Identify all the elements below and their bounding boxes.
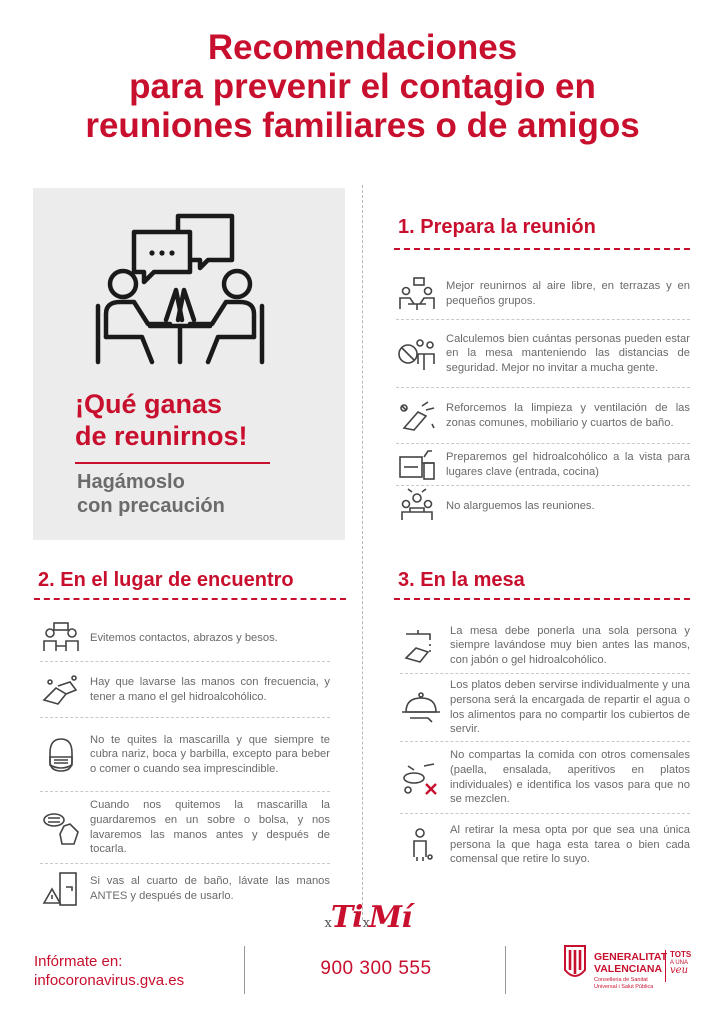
no-sharing-food-icon (400, 760, 442, 796)
tap-wash-icon (400, 628, 442, 664)
hero-panel (33, 188, 345, 540)
section1-list (396, 268, 690, 526)
section1-title: 1. Prepara la reunión (398, 216, 596, 238)
info-label: Infórmate en: (34, 953, 123, 970)
hero-headline-line1: ¡Qué ganas (75, 389, 223, 419)
title-line-3: reuniones familiares o de amigos (85, 106, 640, 145)
list-item (40, 662, 330, 718)
section2-title: 2. En el lugar de encuentro (38, 569, 294, 591)
handwash-icon (40, 672, 82, 708)
list-item (400, 618, 690, 674)
section2-list (40, 616, 330, 914)
section2-item-text: Hay que lavarse las manos con frecuencia, y tener a mano el gel hidroalcohólico. (90, 675, 330, 703)
footer-divider (244, 946, 245, 994)
tots-a-una-veu-logo (670, 951, 691, 975)
gva-separator (665, 950, 666, 982)
section3-list (400, 618, 690, 876)
timi-x-1: x (324, 916, 331, 931)
section1-item-text: Preparemos gel hidroalcohólico a la vista para lugares clave (entrada, cocina) (446, 450, 690, 478)
section3-item-text: Al retirar la mesa opta por que sea una única persona la que haga esta tarea o bien cada comensal que retire lo suyo. (450, 824, 690, 866)
serving-dish-icon (400, 690, 442, 726)
hero-subheadline-line1: Hagámoslo (77, 471, 185, 493)
list-item (396, 320, 690, 388)
section1-rule (394, 248, 690, 250)
gva-department-line1: Conselleria de Sanitat (594, 977, 648, 983)
list-item (40, 864, 330, 914)
hero-headline (75, 388, 248, 452)
section3-item-text: La mesa debe ponerla una sola persona y siempre lavándose muy bien antes las manos, con jabón o gel hidroalcohólico. (450, 624, 690, 666)
single-person-icon (400, 827, 442, 863)
gva-name-line2: VALENCIANA (594, 963, 663, 975)
section3-rule (394, 598, 690, 600)
mask-icon (40, 737, 82, 773)
section2-item-text: No te quites la mascarilla y que siempre te cubra nariz, boca y barbilla, excepto para beber o comer o cuando sea imprescindible. (90, 733, 330, 775)
timi-mi: Mí (368, 900, 412, 935)
short-meeting-icon (396, 488, 438, 524)
hero-headline-line2: de reunirnos! (75, 421, 248, 451)
section3-item-text: No compartas la comida con otros comensales (paella, ensalada, aperitivos en platos individuales) e identifica los vasos para que no se mezclen. (450, 749, 690, 806)
phone-number[interactable]: 900 300 555 (320, 958, 432, 979)
timi-logo (318, 900, 418, 935)
list-item (396, 486, 690, 526)
gva-department (594, 977, 653, 991)
list-item (396, 268, 690, 320)
sanitizer-icon (396, 447, 438, 483)
section1-item-text: Mejor reunirnos al aire libre, en terrazas y en pequeños grupos. (446, 279, 690, 307)
hero-subheadline-line2: con precaución (77, 495, 225, 517)
timi-x-2: x (362, 916, 369, 931)
group-distance-icon (396, 336, 438, 372)
section2-item-text: Si vas al cuarto de baño, lávate las manos ANTES y después de usarlo. (90, 875, 330, 902)
list-item (40, 792, 330, 864)
page-title (0, 28, 725, 145)
column-divider (362, 185, 363, 920)
bathroom-door-icon (40, 871, 82, 907)
hero-subheadline (77, 470, 225, 518)
list-item (396, 444, 690, 486)
section3-title: 3. En la mesa (398, 569, 525, 591)
no-contact-icon (40, 621, 82, 657)
section1-item-text: Calculemos bien cuántas personas pueden estar en la mesa manteniendo las distancias de seguridad. Mejor no invitar a mucha gente. (446, 332, 690, 374)
list-item (40, 616, 330, 662)
info-block (34, 952, 184, 990)
gva-name-line1: GENERALITAT (594, 951, 668, 963)
title-line-2: para prevenir el contagio en (129, 67, 596, 106)
mask-bag-icon (40, 810, 82, 846)
section1-item-text: No alarguemos las reuniones. (446, 499, 595, 512)
section2-item-text: Evitemos contactos, abrazos y besos. (90, 632, 278, 645)
list-item (400, 742, 690, 814)
gva-emblem-icon (561, 944, 589, 984)
list-item (396, 388, 690, 444)
section2-item-text: Cuando nos quitemos la mascarilla la guardaremos en un sobre o bolsa, y nos lavaremos las manos antes y después de tocarla. (90, 799, 330, 856)
gva-department-line2: Universal i Salut Pública (594, 984, 654, 990)
section3-item-text: Los platos deben servirse individualmente y una persona será la encargada de repartir el agua o los alimentos para no compartir los cubiertos de servir. (450, 679, 690, 736)
section1-item-text: Reforcemos la limpieza y ventilación de las zonas comunes, mobiliario y cuartos de baño. (446, 401, 690, 429)
title-line-1: Recomendaciones (207, 28, 518, 67)
outdoor-meeting-icon (396, 276, 438, 312)
footer-divider (505, 946, 506, 994)
tots-line2: A UNA (670, 960, 689, 966)
gva-name (594, 951, 667, 975)
timi-ti: Ti (330, 900, 363, 935)
meeting-illustration-icon (90, 202, 270, 372)
section2-rule (34, 598, 346, 600)
info-link[interactable]: infocoronavirus.gva.es (34, 972, 185, 989)
hero-underline (75, 462, 270, 464)
list-item (400, 814, 690, 876)
tots-line1: TOTS (670, 950, 692, 959)
cleaning-icon (396, 398, 438, 434)
list-item (40, 718, 330, 792)
list-item (400, 674, 690, 742)
tots-line3: veu (670, 965, 689, 976)
